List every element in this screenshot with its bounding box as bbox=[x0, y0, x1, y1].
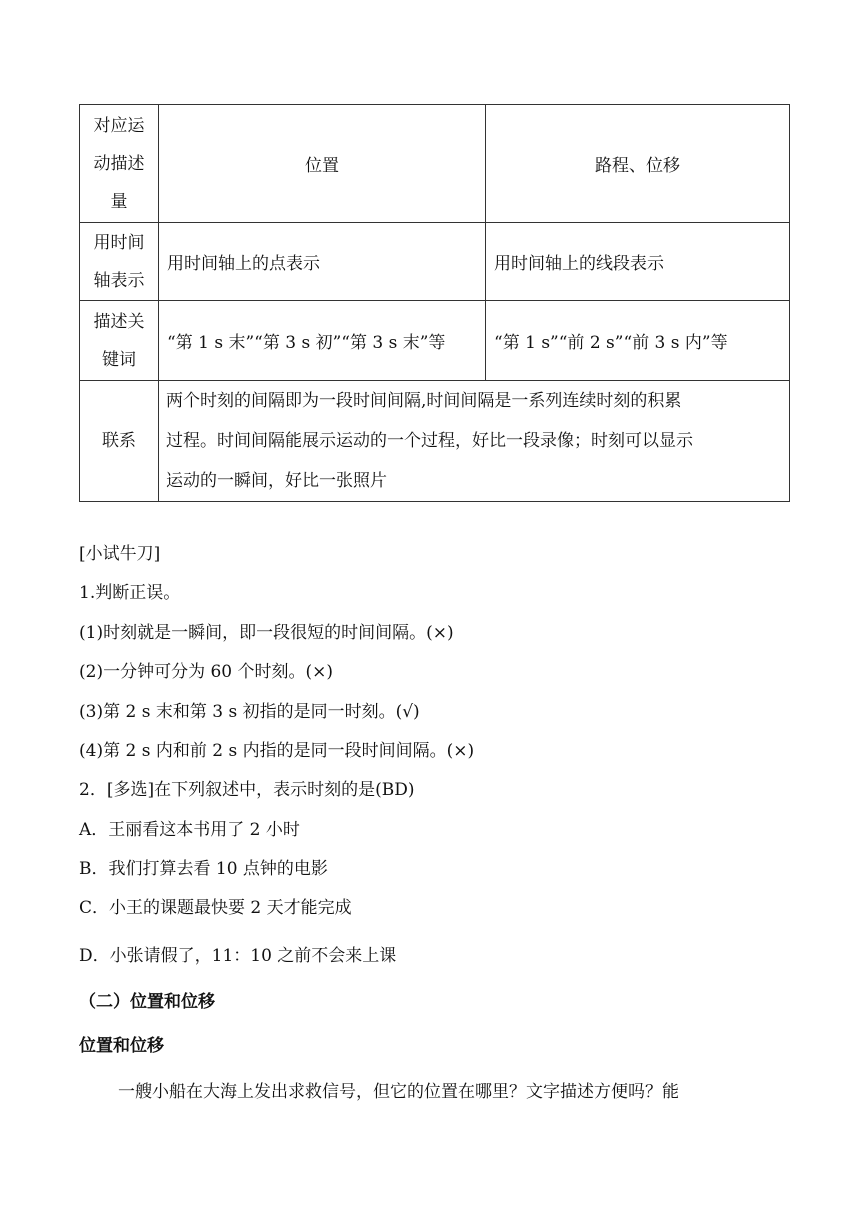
row-label-line: 轴表示 bbox=[93, 270, 145, 291]
header-label-line: 对应运 bbox=[93, 115, 145, 136]
row-label-line: 用时间 bbox=[93, 232, 145, 253]
row-label-cell: 联系 bbox=[80, 381, 159, 502]
question-2-option: D．小张请假了，11：10 之前不会来上课 bbox=[79, 946, 397, 966]
table-row-keywords bbox=[80, 301, 790, 381]
question-1-title: 1.判断正误。 bbox=[79, 583, 181, 603]
table-row-relation bbox=[80, 381, 790, 502]
question-1-item: (4)第 2 s 内和前 2 s 内指的是同一段时间间隔。(×) bbox=[79, 741, 475, 761]
question-1-item: (1)时刻就是一瞬间，即一段很短的时间间隔。(×) bbox=[79, 623, 454, 643]
row-label-line: 描述关 bbox=[93, 311, 145, 332]
question-2-option: A．王丽看这本书用了 2 小时 bbox=[79, 820, 300, 840]
table-header-row bbox=[80, 105, 790, 223]
relation-text-line: 过程。时间间隔能展示运动的一个过程，好比一段录像；时刻可以显示 bbox=[166, 431, 693, 451]
row-label-cell bbox=[80, 223, 159, 301]
relation-text-cell bbox=[159, 381, 790, 502]
question-1-item: (2)一分钟可分为 60 个时刻。(×) bbox=[79, 662, 334, 682]
comparison-table bbox=[79, 104, 790, 502]
relation-text-line: 两个时刻的间隔即为一段时间间隔,时间间隔是一系列连续时刻的积累 bbox=[166, 391, 682, 411]
practice-heading: [小试牛刀] bbox=[79, 544, 161, 564]
question-2-title: 2．[多选]在下列叙述中，表示时刻的是(BD) bbox=[79, 780, 415, 800]
axis-moment-cell: 用时间轴上的点表示 bbox=[159, 223, 486, 301]
header-label-line: 动描述 bbox=[93, 153, 145, 174]
header-label-cell bbox=[80, 105, 159, 223]
section-paragraph: 一艘小船在大海上发出求救信号，但它的位置在哪里？文字描述方便吗？能 bbox=[118, 1082, 679, 1102]
question-2-option: C．小王的课题最快要 2 天才能完成 bbox=[79, 898, 352, 918]
header-interval-cell: 路程、位移 bbox=[486, 105, 790, 223]
table-row-axis bbox=[80, 223, 790, 301]
header-moment-cell: 位置 bbox=[159, 105, 486, 223]
keywords-moment-cell: “第 1 s 末”“第 3 s 初”“第 3 s 末”等 bbox=[159, 301, 486, 381]
row-label-line: 键词 bbox=[102, 349, 136, 370]
row-label-cell bbox=[80, 301, 159, 381]
section-subheading: 位置和位移 bbox=[79, 1036, 164, 1056]
question-1-item: (3)第 2 s 末和第 3 s 初指的是同一时刻。(√) bbox=[79, 702, 420, 722]
header-label-line: 量 bbox=[110, 191, 128, 212]
relation-text-line: 运动的一瞬间，好比一张照片 bbox=[166, 471, 387, 491]
keywords-interval-cell: “第 1 s”“前 2 s”“前 3 s 内”等 bbox=[486, 301, 790, 381]
section-heading: （二）位置和位移 bbox=[79, 992, 215, 1012]
axis-interval-cell: 用时间轴上的线段表示 bbox=[486, 223, 790, 301]
question-2-option: B．我们打算去看 10 点钟的电影 bbox=[79, 859, 328, 879]
